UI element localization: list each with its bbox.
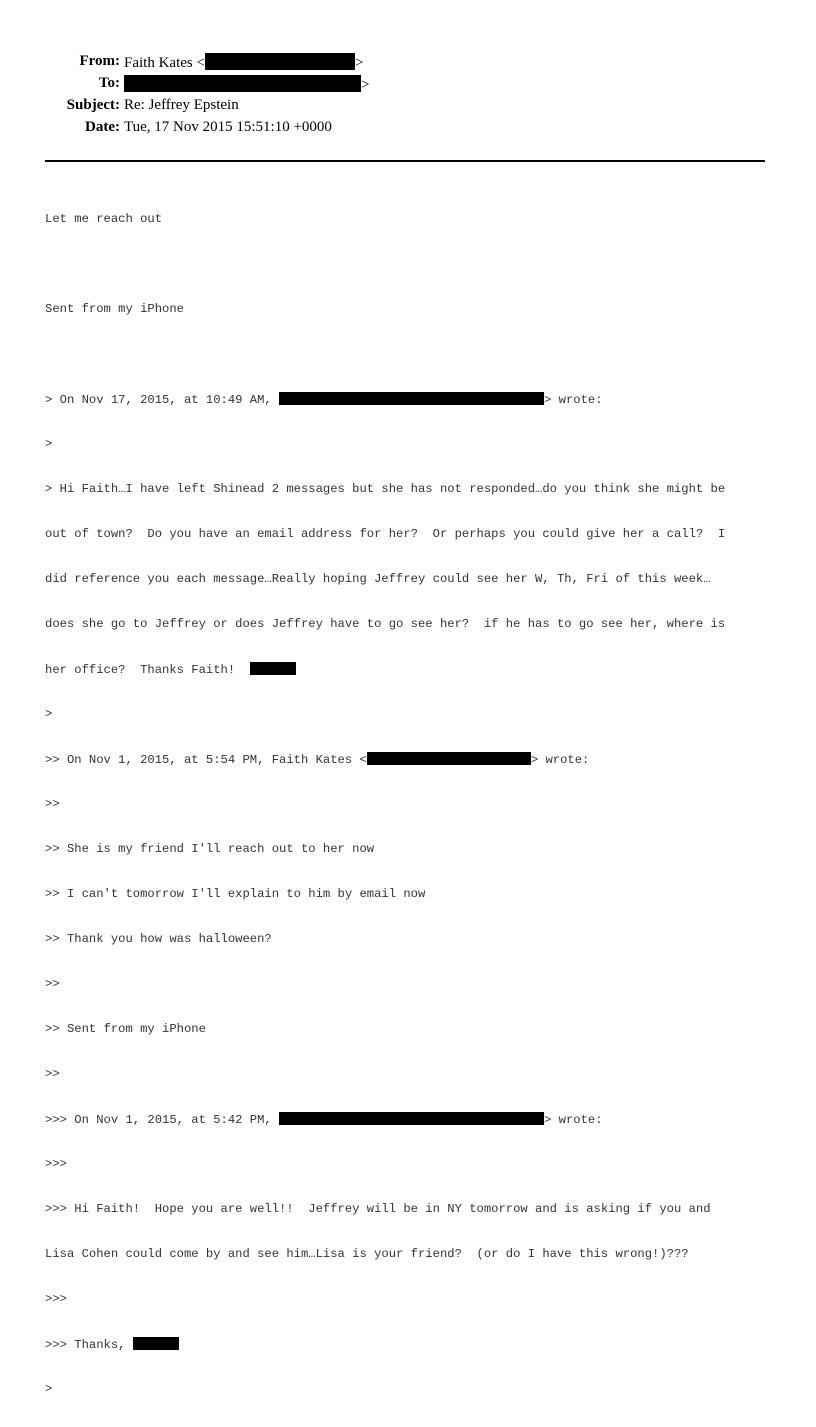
body-line: > xyxy=(45,1382,53,1396)
body-line: Let me reach out xyxy=(45,212,163,226)
date-label: Date: xyxy=(85,119,120,135)
redaction-bar xyxy=(205,53,355,70)
redaction-bar xyxy=(279,392,544,405)
body-line: did reference you each message…Really hoping Jeffrey could see her W, Th, Fri of this week… xyxy=(45,572,711,586)
redaction-bar xyxy=(250,662,296,675)
quote-header-text: >> On Nov 1, 2015, at 5:54 PM, Faith Kates < xyxy=(45,753,367,767)
from-row xyxy=(0,53,700,75)
message-body xyxy=(45,182,780,1427)
body-line: >> She is my friend I'll reach out to her now xyxy=(45,842,375,856)
subject-value: Re: Jeffrey Epstein xyxy=(124,97,239,113)
body-text: her office? Thanks Faith! xyxy=(45,663,250,677)
quote-header-line xyxy=(45,1112,780,1127)
body-line: out of town? Do you have an email address for her? Or perhaps you could give her a call? I xyxy=(45,527,726,541)
body-line: Sent from my iPhone xyxy=(45,302,184,316)
quote-header-text: > On Nov 17, 2015, at 10:49 AM, xyxy=(45,393,280,407)
body-line: >>> xyxy=(45,1157,67,1171)
from-close: > xyxy=(354,55,364,71)
redaction-bar xyxy=(124,75,361,92)
body-line: >> Thank you how was halloween? xyxy=(45,932,272,946)
quote-header-tail: > wrote: xyxy=(544,393,603,407)
body-line: >> Sent from my iPhone xyxy=(45,1022,206,1036)
subject-label: Subject: xyxy=(66,97,120,113)
body-line: > xyxy=(45,707,53,721)
header-divider xyxy=(45,160,765,162)
to-value xyxy=(124,75,369,94)
blank-line xyxy=(45,257,780,272)
from-name: Faith Kates < xyxy=(124,55,205,71)
body-line: > xyxy=(45,437,53,451)
from-label: From: xyxy=(79,53,120,69)
redaction-bar xyxy=(279,1112,544,1125)
quote-header-tail: > wrote: xyxy=(544,1113,603,1127)
body-text: >>> Thanks, xyxy=(45,1338,133,1352)
body-line: >> xyxy=(45,977,60,991)
body-line: >>> Hi Faith! Hope you are well!! Jeffrey will be in NY tomorrow and is asking if you and xyxy=(45,1202,711,1216)
to-close: > xyxy=(361,77,370,93)
body-line: >> I can't tomorrow I'll explain to him by email now xyxy=(45,887,426,901)
date-value: Tue, 17 Nov 2015 15:51:10 +0000 xyxy=(124,119,332,135)
to-row xyxy=(0,75,700,97)
body-line: >> xyxy=(45,797,60,811)
signature-line xyxy=(45,662,780,677)
date-row xyxy=(0,119,700,141)
body-line: does she go to Jeffrey or does Jeffrey have to go see her? if he has to go see her, where is xyxy=(45,617,726,631)
subject-row xyxy=(0,97,700,119)
to-label: To: xyxy=(98,75,120,91)
quote-header-tail: > wrote: xyxy=(530,753,590,767)
body-line: Lisa Cohen could come by and see him…Lisa is your friend? (or do I have this wrong!)??? xyxy=(45,1247,689,1261)
body-line: > Hi Faith…I have left Shinead 2 messages but she has not responded…do you think she might be xyxy=(45,482,726,496)
redaction-bar xyxy=(367,752,531,765)
quote-header-line xyxy=(45,392,780,407)
blank-line xyxy=(45,347,780,362)
redaction-bar xyxy=(133,1337,179,1350)
quote-header-line xyxy=(45,752,780,767)
from-value xyxy=(124,53,363,72)
body-line: >>> xyxy=(45,1292,67,1306)
quote-header-text: >>> On Nov 1, 2015, at 5:42 PM, xyxy=(45,1113,280,1127)
signature-line xyxy=(45,1337,780,1352)
body-line: >> xyxy=(45,1067,60,1081)
